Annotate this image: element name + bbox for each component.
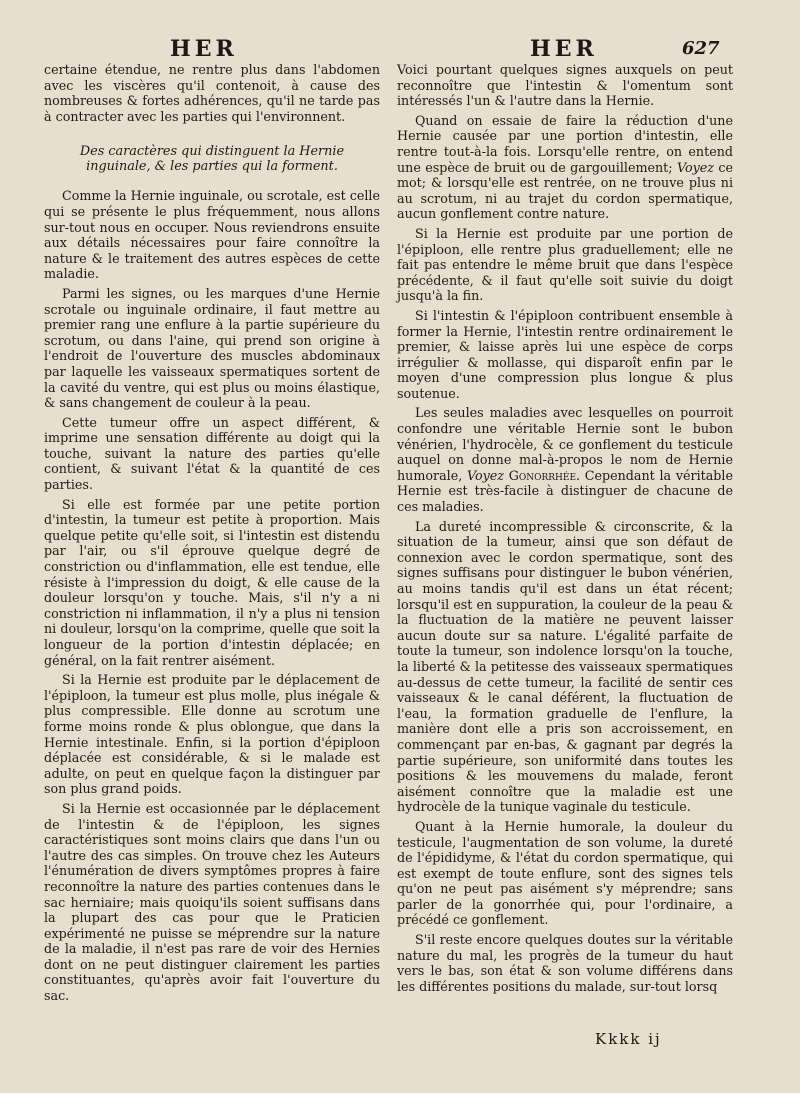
paragraph: Si la Hernie est produite par le déplacement de l'épiploon, la tumeur est plus molle, plus inégale & plus compressible. Elle donne au scrotum une forme moins ronde & plus oblongue, que dans la Hernie intestinale. Enfin, si la portion d'épiploon déplacée est considérable, & si le malade est adulte, on peut en quelque façon la distinguer par son plus grand poids.: [44, 672, 380, 797]
paragraph: Si elle est formée par une petite portion d'intestin, la tumeur est petite à proportion. Mais quelque petite qu'elle soit, si l'intestin est distendu par l'air, ou s'il éprouve quelque degré de constriction ou d'inflammation, elle est tendue, elle résiste à l'impression du doigt, & elle cause de la douleur lorsqu'on y touche. Mais, s'il n'y a ni constriction ni inflammation, il n'y a plus ni tension ni douleur, lorsqu'on la comprime, quelle que soit la longueur de la portion d'intestin déplacée; en général, on la fait rentrer aisément.: [44, 496, 380, 668]
paragraph-text: ce mot; & lorsqu'elle est rentrée, on ne trouve plus ni au scrotum, ni au trajet du cordon spermatique, aucun gonflement contre nature.: [397, 159, 733, 222]
paragraph-text: Les seules maladies avec lesquelles on pourroit confondre une véritable Hernie sont le bubon vénérien, l'hydrocèle, & ce gonflement du testicule auquel on donne mal-à-propos le nom de Hernie humorale,: [397, 405, 733, 483]
paragraph-text: Quand on essaie de faire la réduction d'une Hernie causée par une portion d'intestin, elle rentre tout-à-la fois. Lorsqu'elle rentre, on entend une espèce de bruit ou de gargouillement;: [397, 112, 733, 175]
paragraph: S'il reste encore quelques doutes sur la véritable nature du mal, les progrès de la tumeur du haut vers le bas, son état & son volume différens dans les différentes positions du malade, sur-tout lorsq: [397, 932, 733, 994]
cross-reference: Voyez: [466, 467, 504, 483]
paragraph: Si la Hernie est occasionnée par le déplacement de l'intestin & de l'épiploon, les signes caractéristiques sont moins clairs que dans l'un ou l'autre des cas simples. On trouve chez les Auteurs l'énumération de divers symptômes propres à faire reconnoître la nature des parties contenues dans le sac herniaire; mais quoiqu'ils soient suffisans dans la plupart des cas pour que le Praticien expérimenté ne puisse se méprendre sur la nature de la maladie, il n'est pas rare de voir des Hernies dont on ne peut distinguer clairement les parties constituantes, qu'après avoir fait l'ouverture du sac.: [44, 800, 380, 1004]
paragraph: [397, 405, 733, 514]
paragraph: certaine étendue, ne rentre plus dans l'abdomen avec les viscères qu'il contenoit, à cause des nombreuses & fortes adhérences, qu'il ne tarde pas à contracter avec les parties qui l'environnent.: [44, 62, 380, 124]
signature-mark: Kkkk ij: [595, 1030, 662, 1048]
cross-reference-term: Gonorrhée: [508, 467, 577, 483]
paragraph: Voici pourtant quelques signes auxquels on peut reconnoître que l'intestin & l'omentum sont intéressés l'un & l'autre dans la Hernie.: [397, 62, 733, 109]
paragraph: Comme la Hernie inguinale, ou scrotale, est celle qui se présente le plus fréquemment, nous allons sur-tout nous en occuper. Nous reviendrons ensuite aux détails nécessaires pour faire connoître la nature & le traitement des autres espèces de cette maladie.: [44, 188, 380, 282]
paragraph: Quant à la Hernie humorale, la douleur du testicule, l'augmentation de son volume, la dureté de l'épididyme, & l'état du cordon spermatique, qui est exempt de toute enflure, sont des signes tels qu'on ne peut pas aisément s'y méprendre; sans parler de la gonorrhée qui, pour l'ordinaire, a précédé ce gonflement.: [397, 818, 733, 928]
page-number: 627: [682, 38, 720, 59]
cross-reference: Voyez: [676, 159, 714, 175]
paragraph: Cette tumeur offre un aspect différent, & imprime une sensation différente au doigt qui la touche, suivant la nature des parties qu'elle contient, & suivant l'état & la quantité de ces parties.: [44, 414, 380, 493]
right-column: [397, 62, 733, 998]
section-heading: Des caractères qui distinguent la Hernie inguinale, & les parties qui la forment.: [79, 144, 345, 175]
running-head-left: HER: [170, 36, 238, 62]
left-column: [44, 62, 380, 1008]
paragraph: Parmi les signes, ou les marques d'une Hernie scrotale ou inguinale ordinaire, il faut mettre au premier rang une enflure à la partie supérieure du scrotum, ou dans l'aine, qui prend son origine à l'endroit de l'ouverture des muscles abdominaux par laquelle les vaisseaux spermatiques sortent de la cavité du ventre, qui est plus ou moins élastique, & sans changement de couleur à la peau.: [44, 285, 380, 411]
paragraph: [397, 113, 733, 222]
paragraph: Si la Hernie est produite par une portion de l'épiploon, elle rentre plus graduellement; elle ne fait pas entendre le même bruit que dans l'espèce précédente, & il faut qu'elle soit suivie du doigt jusqu'à la fin.: [397, 225, 733, 304]
paragraph-text: . Cependant la véritable Hernie est très-facile à distinguer de chacune de ces maladies.: [397, 467, 733, 515]
paragraph: Si l'intestin & l'épiploon contribuent ensemble à former la Hernie, l'intestin rentre ordinairement le premier, & laisse après lui une espèce de corps irrégulier & mollasse, qui disparoît enfin par le moyen d'une compression plus longue & plus soutenue.: [397, 307, 733, 401]
paragraph: La dureté incompressible & circonscrite, & la situation de la tumeur, ainsi que son défaut de connexion avec le cordon spermatique, sont des signes suffisans pour distinguer le bubon vénérien, au moins tandis qu'il est dans un état récent; lorsqu'il est en suppuration, la couleur de la peau & la fluctuation de la matière ne peuvent laisser aucun doute sur sa nature. L'égalité parfaite de toute la tumeur, son indolence lorsqu'on la touche, la liberté & la petitesse des vaisseaux spermatiques au-dessus de cette tumeur, la facilité de sentir ces vaisseaux & le canal déférent, la fluctuation de l'eau, la formation graduelle de l'enflure, la manière dont elle a pris son accroissement, en commençant par en-bas, & gagnant par degrés la partie supérieure, son uniformité dans toutes les positions & les mouvemens du malade, feront aisément connoître que la maladie est une hydrocèle de la tunique vaginale du testicule.: [397, 518, 733, 815]
running-head-right: HER: [530, 36, 598, 62]
